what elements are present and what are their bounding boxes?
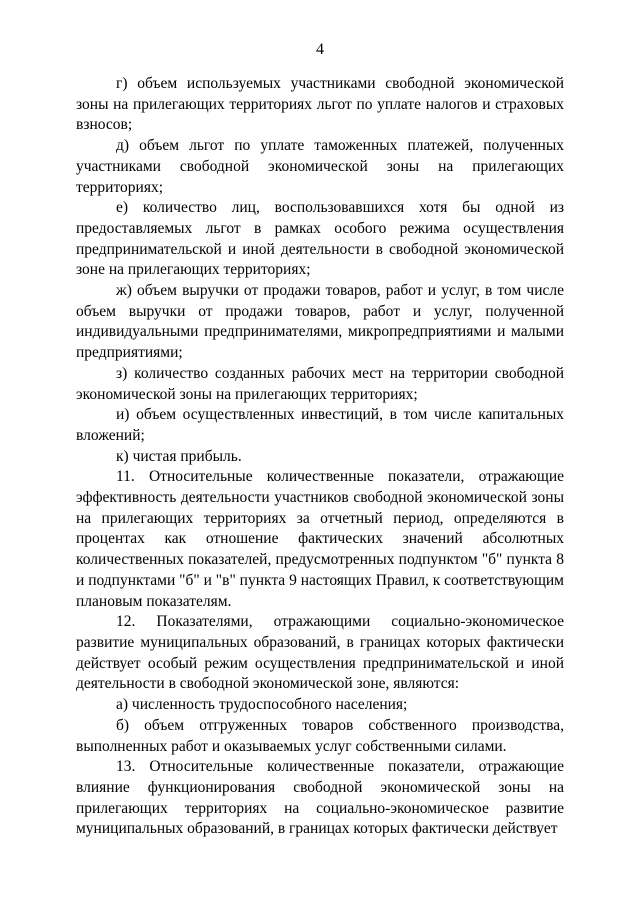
paragraph-i: и) объем осуществленных инвестиций, в том числе капитальных вложений;	[76, 406, 564, 444]
paragraph-z: з) количество созданных рабочих мест на территории свободной экономической зоны на прилегающих территориях;	[76, 364, 564, 403]
paragraph-g: г) объем используемых участниками свободной экономической зоны на прилегающих территориях льгот по уплате налогов и страховых взносов;	[76, 75, 564, 134]
paragraph-e: е) количество лиц, воспользовавшихся хотя бы одной из предоставляемых льгот в рамках особого режима осуществления предпринимательской и иной деятельности в свободной экономической зоне на прилегающих территориях;	[76, 199, 564, 279]
paragraph-zh: ж) объем выручки от продажи товаров, работ и услуг, в том числе объем выручки от продажи товаров, работ и услуг, полученной индивидуальными предпринимателями, микропредприятиями и малыми предприятиями;	[76, 282, 564, 362]
paragraph-d: д) объем льгот по уплате таможенных платежей, полученных участниками свободной экономической зоны на прилегающих территориях;	[76, 137, 564, 196]
paragraph-12-a: а) численность трудоспособного населения;	[116, 696, 408, 714]
paragraph-k: к) чистая прибыль.	[116, 447, 242, 465]
paragraph-11: 11. Относительные количественные показатели, отражающие эффективность деятельности участников свободной экономической зоны на прилегающих территориях за отчетный период, определяются в процентах как отношение фактических значений абсолютных количественных показателей, предусмотренных подпунктом "б" пункта 8 и подпунктами "б" и "в" пункта 9 настоящих Правил, к соответствующим плановым показателям.	[76, 468, 564, 610]
paragraph-13: 13. Относительные количественные показатели, отражающие влияние функционирования свободной экономической зоны на прилегающих территориях на социально-экономическое развитие муниципальных образований, в границах которых фактически действует	[76, 758, 564, 838]
paragraph-12: 12. Показателями, отражающими социально-экономическое развитие муниципальных образований, в границах которых фактически действует особый режим осуществления предпринимательской и иной деятельности в свободной экономической зоне, являются:	[76, 613, 564, 693]
paragraph-12-b: б) объем отгруженных товаров собственного производства, выполненных работ и оказываемых услуг собственными силами.	[76, 716, 564, 755]
page-number: 4	[316, 41, 324, 58]
document-body	[76, 74, 564, 840]
